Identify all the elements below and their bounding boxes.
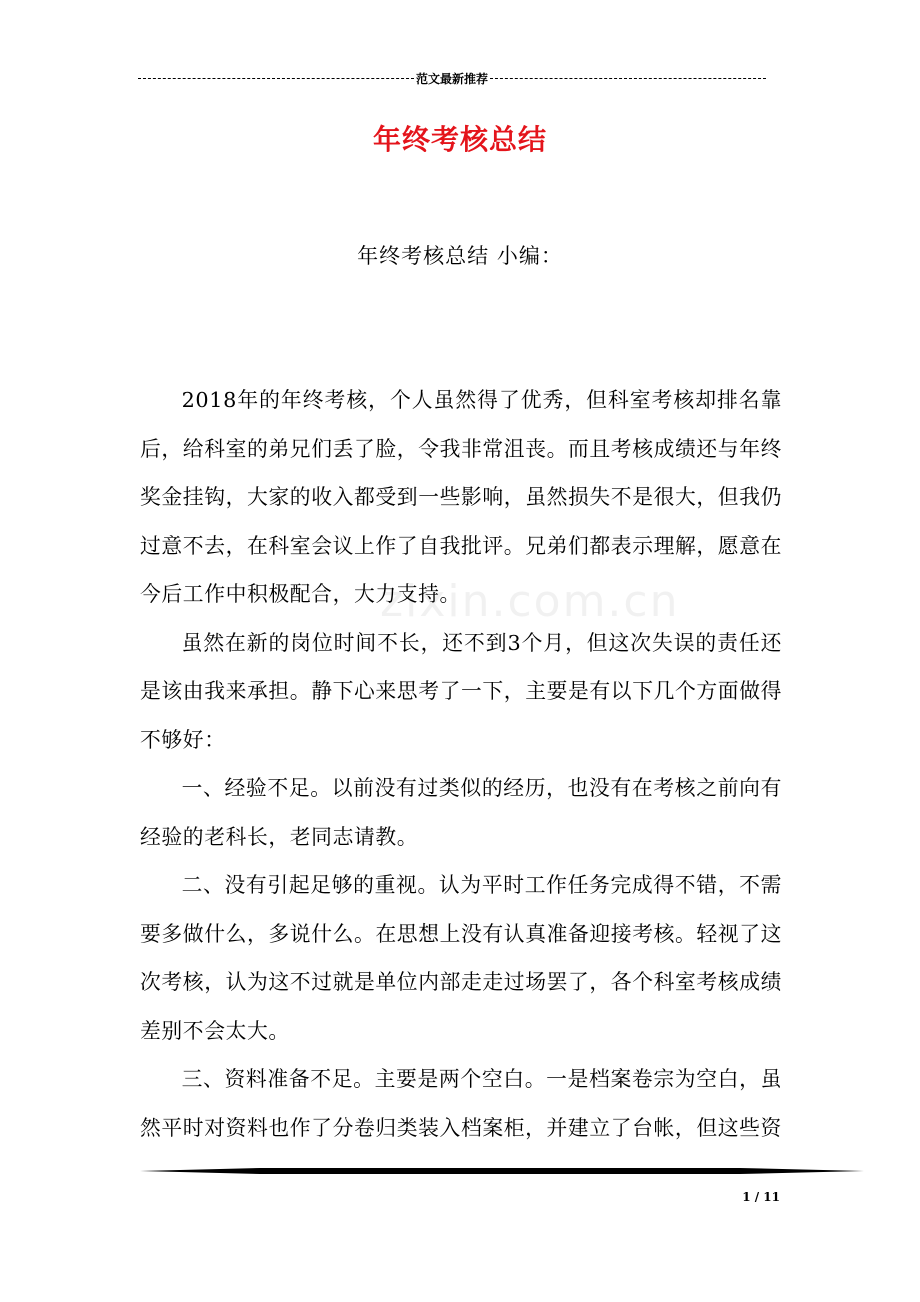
document-subtitle: 年终考核总结 小编： — [357, 244, 563, 268]
document-body — [140, 376, 782, 1152]
header-label: 范文最新推荐 — [416, 71, 489, 86]
header-dash-left — [138, 78, 414, 79]
document-title: 年终考核总结 — [372, 123, 547, 156]
paragraph: 2018年的年终考核，个人虽然得了优秀，但科室考核却排名靠后，给科室的弟兄们丢了脸，令我非常沮丧。而且考核成绩还与年终奖金挂钩，大家的收入都受到一些影响，虽然损失不是很大，但我仍过意不去，在科室会议上作了自我批评。兄弟们都表示理解，愿意在今后工作中积极配合，大力支持。 — [140, 388, 782, 606]
paragraph: 一、经验不足。以前没有过类似的经历，也没有在考核之前向有经验的老科长，老同志请教。 — [140, 776, 782, 849]
page-number: 1 / 11 — [742, 1190, 780, 1204]
watermark: zixin.com.cn — [380, 576, 680, 627]
paragraph: 虽然在新的岗位时间不长，还不到3个月，但这次失误的责任还是该由我来承担。静下心来思考了一下，主要是有以下几个方面做得不够好： — [140, 630, 782, 752]
header-banner — [138, 68, 766, 88]
paragraph: 三、资料准备不足。主要是两个空白。一是档案卷宗为空白，虽然平时对资料也作了分卷归类装入档案柜，并建立了台帐，但这些资 — [140, 1067, 782, 1140]
footer-rule — [140, 1165, 864, 1177]
paragraph: 二、没有引起足够的重视。认为平时工作任务完成得不错，不需要多做什么，多说什么。在思想上没有认真准备迎接考核。轻视了这次考核，认为这不过就是单位内部走走过场罢了，各个科室考核成绩差别不会太大。 — [140, 873, 782, 1043]
header-dash-right — [490, 78, 766, 79]
